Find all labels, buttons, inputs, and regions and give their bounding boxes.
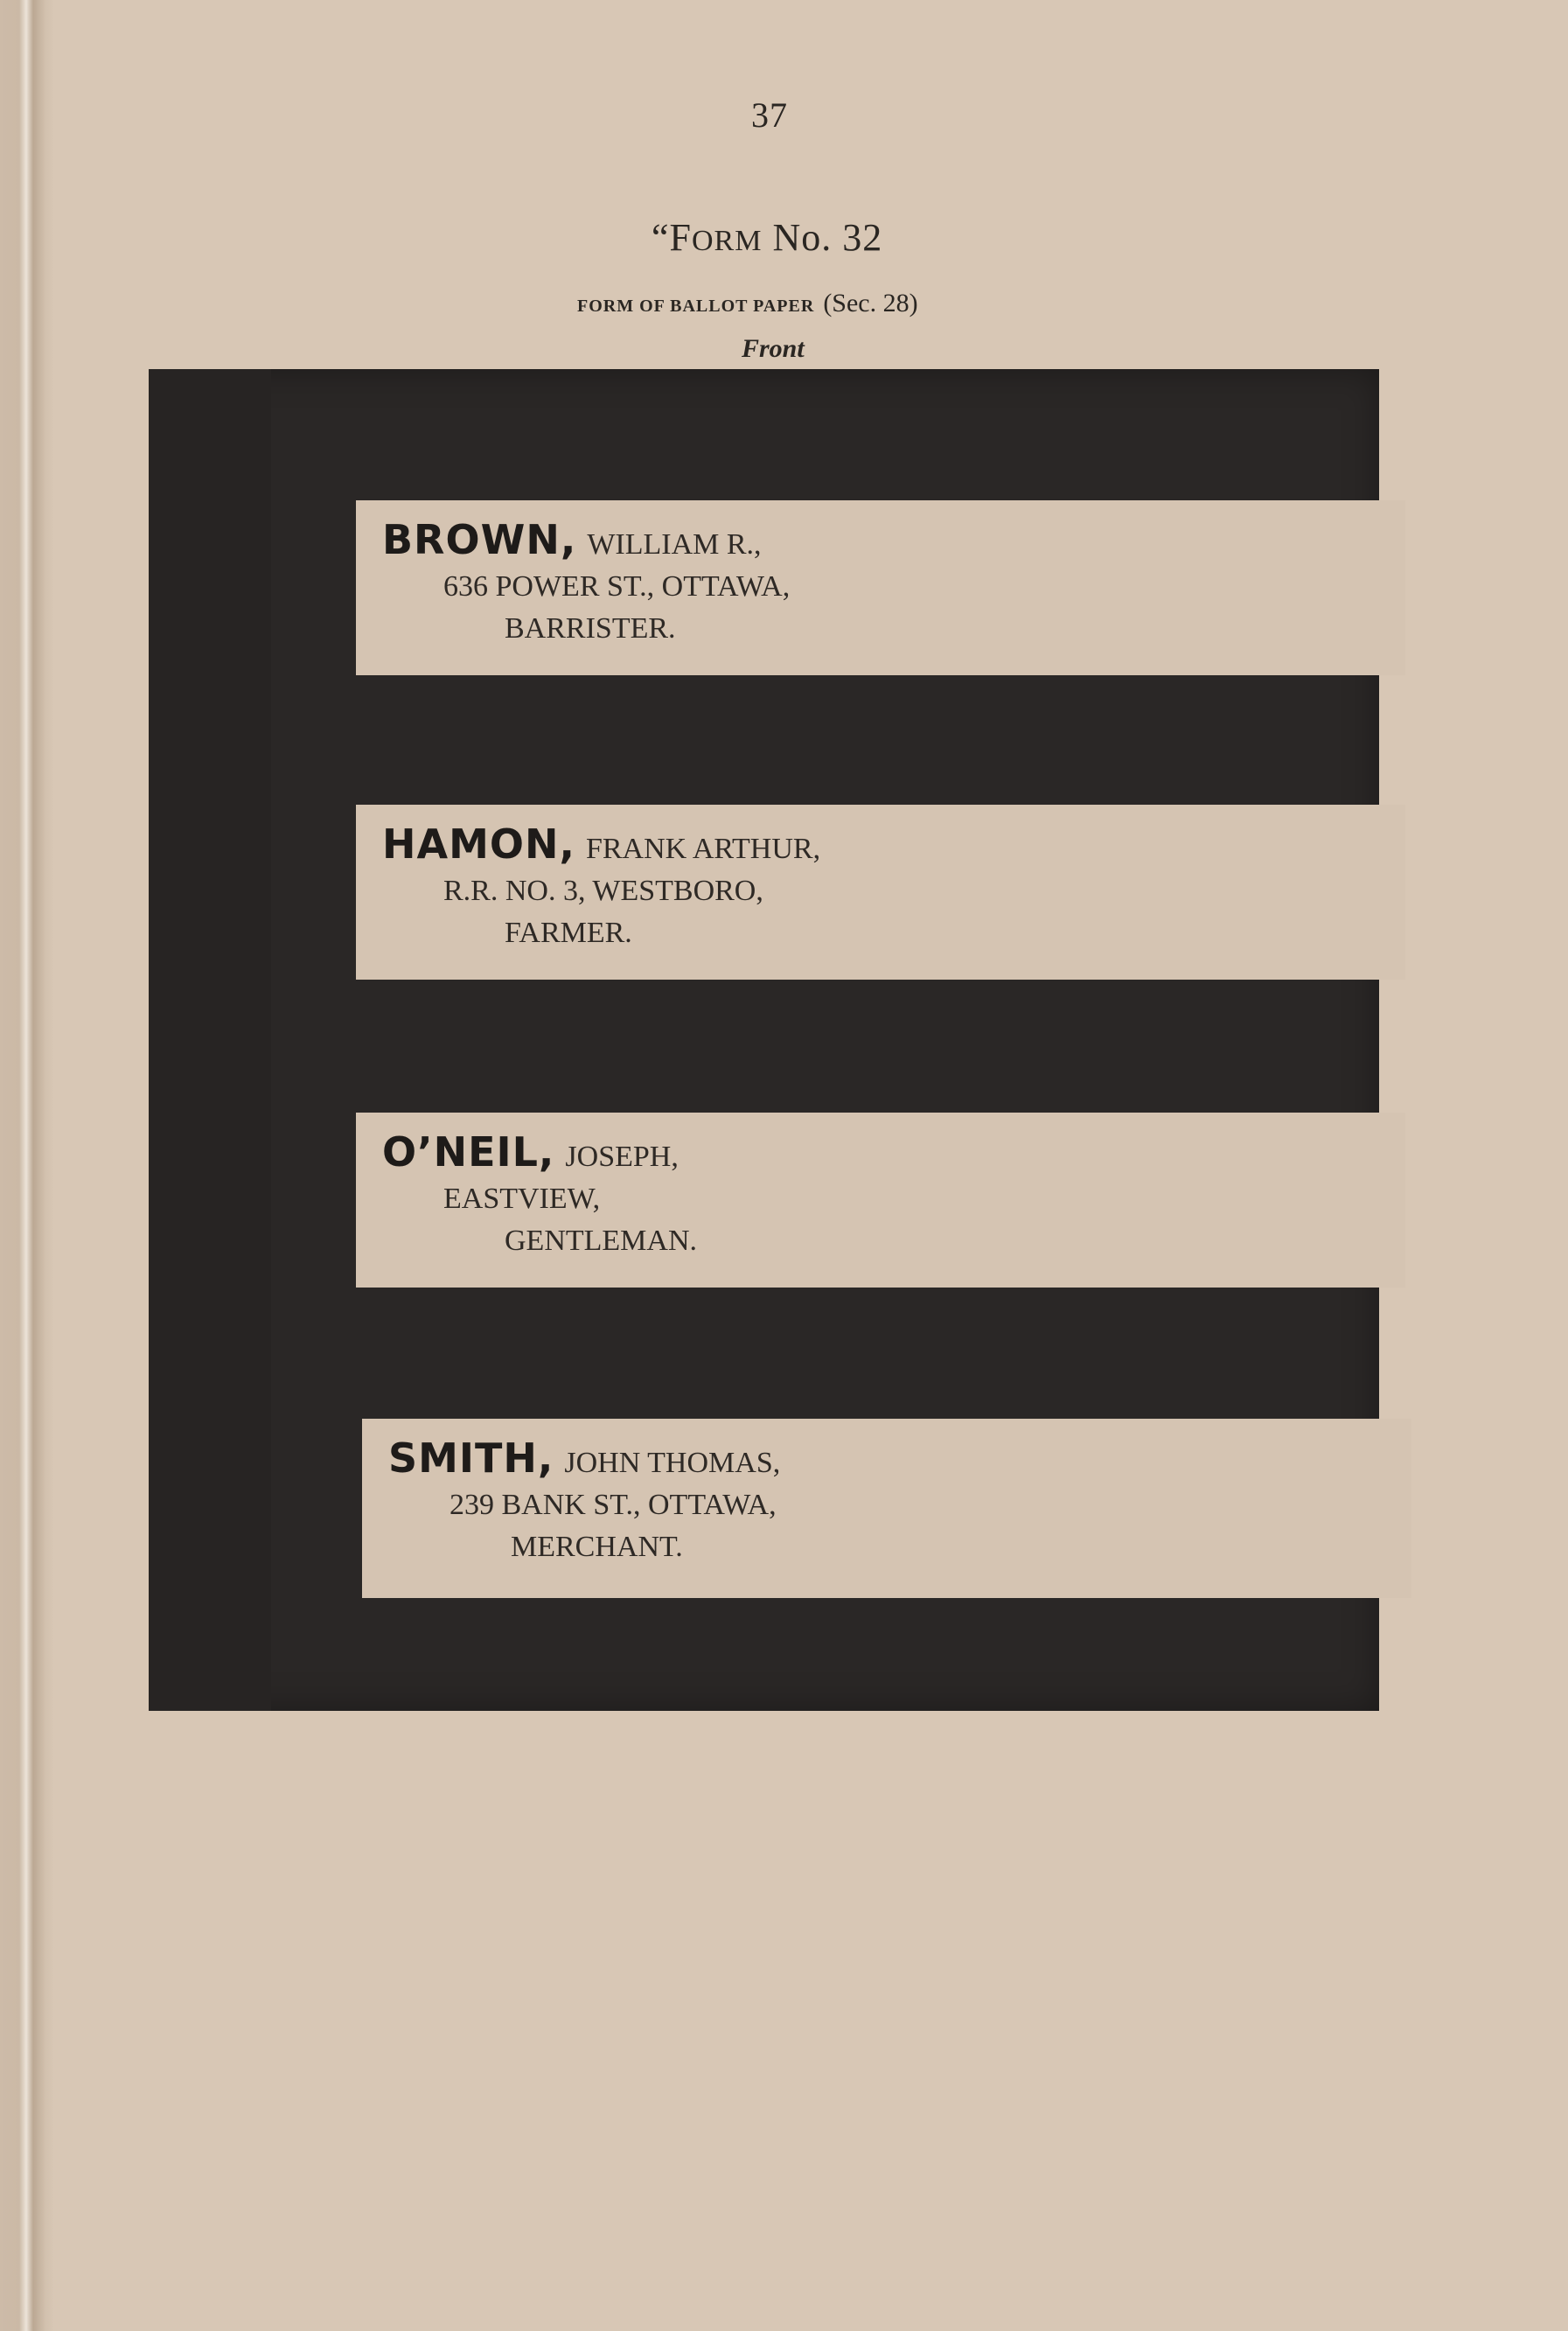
candidate-block <box>356 1113 1405 1288</box>
candidate-surname: O’NEIL, <box>382 1128 555 1176</box>
subtitle-section: (Sec. 28) <box>823 289 918 318</box>
candidate-name-line <box>382 1128 679 1176</box>
form-subtitle <box>577 289 918 318</box>
candidate-given-names: JOHN THOMAS, <box>564 1447 781 1479</box>
candidate-address: EASTVIEW, <box>443 1183 601 1215</box>
candidate-block <box>362 1419 1411 1598</box>
candidate-given-names: FRANK ARTHUR, <box>585 833 821 865</box>
candidate-address: 636 POWER ST., OTTAWA, <box>443 570 791 603</box>
candidate-occupation: MERCHANT. <box>511 1531 683 1563</box>
candidate-block <box>356 805 1405 980</box>
candidate-name-line <box>382 516 762 563</box>
candidate-occupation: GENTLEMAN. <box>505 1225 698 1257</box>
candidate-occupation: FARMER. <box>505 917 632 949</box>
candidate-given-names: WILLIAM R., <box>587 528 762 561</box>
candidate-surname: SMITH, <box>388 1434 554 1482</box>
candidate-occupation: BARRISTER. <box>505 612 676 645</box>
candidate-block <box>356 500 1405 675</box>
candidate-surname: BROWN, <box>382 516 577 563</box>
candidate-address: 239 BANK ST., OTTAWA, <box>449 1489 777 1521</box>
form-title-open: “F <box>652 216 692 259</box>
candidate-address: R.R. NO. 3, WESTBORO, <box>443 875 763 907</box>
front-label: Front <box>742 334 805 363</box>
ballot-paper <box>149 369 1379 1711</box>
form-title-number: No. 32 <box>762 216 883 259</box>
page-number: 37 <box>751 95 788 135</box>
candidate-surname: HAMON, <box>382 820 575 868</box>
form-title-smallcaps: ORM <box>692 225 763 257</box>
book-binding-edge <box>0 0 54 2331</box>
form-title <box>652 215 882 260</box>
ballot-spine <box>149 369 271 1711</box>
candidate-name-line <box>388 1434 780 1482</box>
candidate-name-line <box>382 820 820 868</box>
subtitle-caps: FORM OF BALLOT PAPER <box>577 297 815 316</box>
candidate-given-names: JOSEPH, <box>565 1141 679 1173</box>
